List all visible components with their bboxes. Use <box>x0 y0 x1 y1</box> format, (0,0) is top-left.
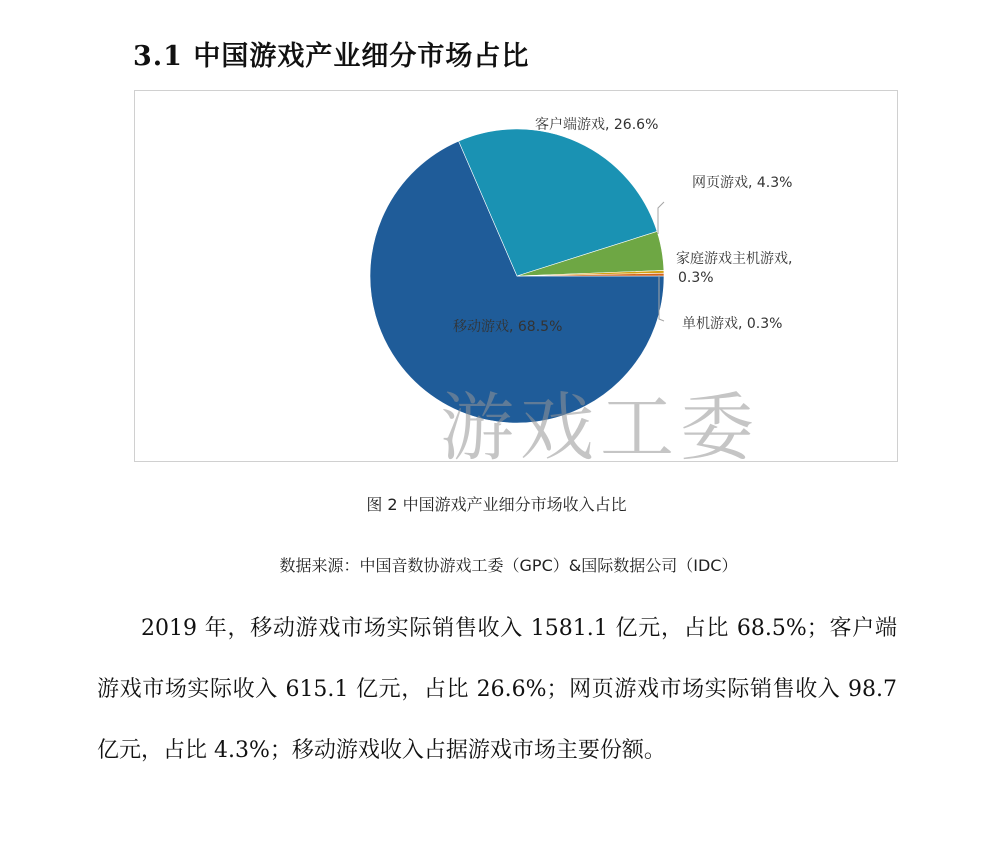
slice-data-label: 单机游戏, 0.3% <box>682 316 783 332</box>
figure-caption: 图 2 中国游戏产业细分市场收入占比 <box>366 495 627 514</box>
slice-data-label: 客户端游戏, 26.6% <box>535 117 659 133</box>
slice-data-label: 家庭游戏主机游戏, <box>676 251 793 267</box>
slice-data-label: 网页游戏, 4.3% <box>692 175 793 191</box>
section-title: 3.1 中国游戏产业细分市场占比 <box>133 41 530 72</box>
slice-data-label: 0.3% <box>678 270 714 286</box>
data-source: 数据来源：中国音数协游戏工委（GPC）&国际数据公司（IDC） <box>279 556 738 575</box>
body-paragraph: 2019 年，移动游戏市场实际销售收入 1581.1 亿元，占比 68.5%；客户端游戏市场实际收入 615.1 亿元，占比 26.6%；网页游戏市场实际销售收入 98.7 亿元，占比 4.3%；移动游戏收入占据游戏市场主要份额。 <box>97 616 897 763</box>
slice-data-label: 移动游戏, 68.5% <box>453 319 563 335</box>
watermark: 游戏工委 <box>440 385 760 471</box>
leader-line <box>658 202 664 234</box>
pie-chart-frame <box>134 90 898 471</box>
